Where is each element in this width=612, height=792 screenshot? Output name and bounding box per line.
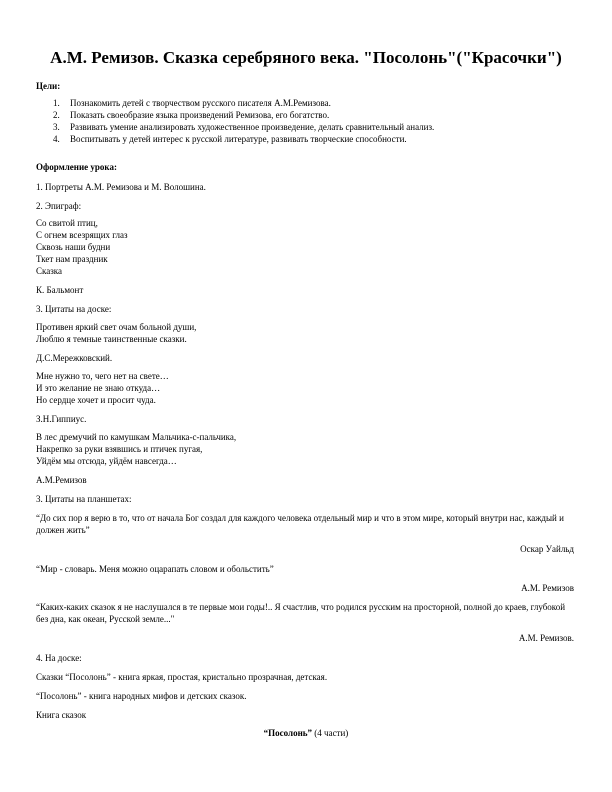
- book-caption: [0, 727, 612, 739]
- quote-line: Противен яркий свет очам больной души,: [36, 322, 197, 332]
- quote-line: В лес дремучий по камушкам Мальчика-с-пальчика,: [36, 432, 237, 442]
- quote-line: Накрепко за руки взявшись и птичек пугая,: [36, 444, 203, 454]
- board-quotes-heading: 3. Цитаты на доске:: [36, 304, 112, 314]
- epigraph-line: Сказка: [36, 266, 63, 276]
- page-title: А.М. Ремизов. Сказка серебряного века. "Посолонь"("Красочки"): [50, 48, 562, 67]
- board-heading: 4. На доске:: [36, 653, 82, 663]
- quote-author: А.М.Ремизов: [36, 475, 87, 485]
- portraits-line: 1. Портреты А.М. Ремизова и М. Волошина.: [36, 182, 206, 192]
- quote-line: Мне нужно то, чего нет на свете…: [36, 371, 169, 381]
- quote-author: З.Н.Гиппиус.: [36, 414, 87, 424]
- list-item: 1. Познакомить детей с творчеством русского писателя А.М.Ремизова.: [53, 98, 331, 108]
- epigraph-line: Ткет нам праздник: [36, 254, 108, 264]
- quote-author: Д.С.Мережковский.: [36, 353, 113, 363]
- tablet-quotes-heading: 3. Цитаты на планшетах:: [36, 494, 132, 504]
- epigraph-heading: 2. Эпиграф:: [36, 201, 82, 211]
- list-item: 2. Показать своеобразие языка произведений Ремизова, его богатство.: [53, 110, 330, 120]
- quote-line: И это желание не знаю откуда…: [36, 383, 161, 393]
- quote-line: Люблю я темные таинственные сказки.: [36, 334, 187, 344]
- list-item: 4. Воспитывать у детей интерес к русской литературе, развивать творческие способности.: [53, 134, 407, 144]
- tablet-quote: “Каких-каких сказок я не наслушался в те первые мои годы!.. Я счастлив, что родился русским на просторной, полной до краев, глубокой без дна, как океан, Русской земле...": [36, 602, 566, 624]
- board-line: “Посолонь” - книга народных мифов и детских сказок.: [36, 691, 247, 701]
- goals-heading: Цели:: [36, 81, 61, 91]
- goals-list: [36, 97, 434, 145]
- book-parts: (4 части): [312, 728, 349, 738]
- quote-line: Но сердце хочет и просит чуда.: [36, 395, 156, 405]
- epigraph-author: К. Бальмонт: [36, 285, 84, 295]
- tablet-quote-author: А.М. Ремизов.: [518, 633, 574, 643]
- book-heading: Книга сказок: [36, 710, 87, 720]
- tablet-quote-author: А.М. Ремизов: [521, 583, 574, 593]
- epigraph-line: С огнем всезрящих глаз: [36, 230, 128, 240]
- tablet-quote: “До сих пор я верю в то, что от начала Бог создал для каждого человека отдельный мир и что в этом мире, который внутри нас, каждый и должен жить”: [36, 513, 564, 535]
- epigraph-line: Сквозь наши будни: [36, 242, 111, 252]
- design-heading: Оформление урока:: [36, 162, 117, 172]
- quote-line: Уйдём мы отсюда, уйдём навсегда…: [36, 456, 177, 466]
- board-line: Сказки “Посолонь” - книга яркая, простая, кристально прозрачная, детская.: [36, 672, 328, 682]
- tablet-quote: “Мир - словарь. Меня можно оцарапать словом и обольстить”: [36, 564, 274, 574]
- book-title: “Посолонь”: [263, 728, 313, 738]
- epigraph-line: Со свитой птиц,: [36, 218, 98, 228]
- tablet-quote-author: Оскар Уайльд: [520, 544, 574, 554]
- list-item: 3. Развивать умение анализировать художественное произведение, делать сравнительный анализ.: [53, 122, 435, 132]
